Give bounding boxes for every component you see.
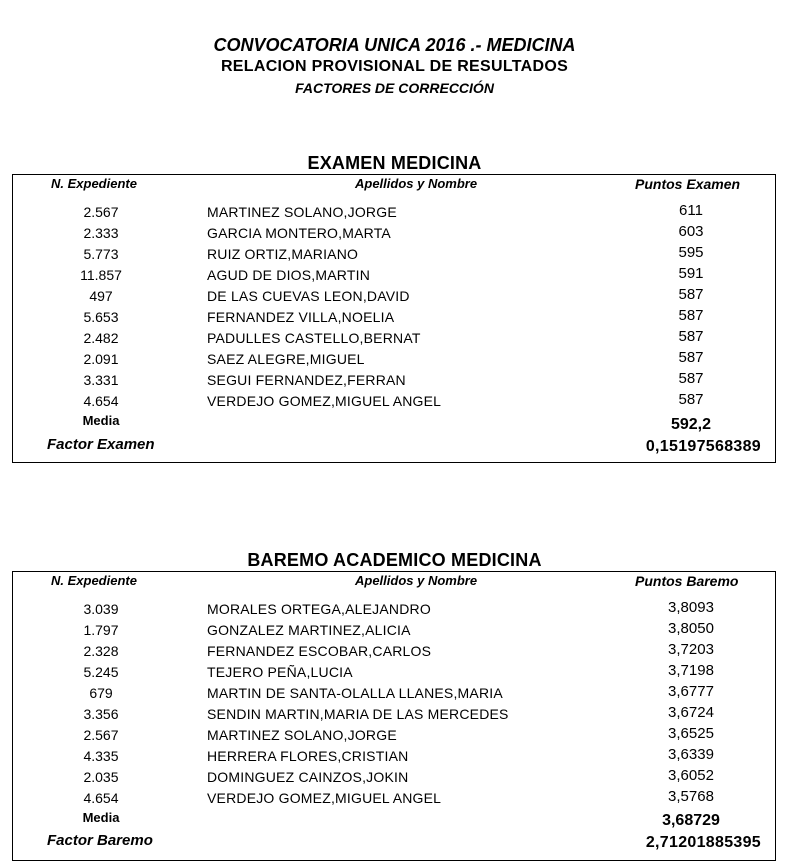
expediente-cell: 5.245 bbox=[83, 664, 119, 680]
puntos-cell: 3,6052 bbox=[668, 767, 714, 784]
examen-media-label: Media bbox=[82, 413, 120, 428]
expediente-cell: 5.653 bbox=[83, 309, 119, 325]
document-subtitle-corrections: FACTORES DE CORRECCIÓN bbox=[295, 80, 494, 96]
puntos-cell: 3,8093 bbox=[668, 599, 714, 616]
examen-col-puntos: Puntos Examen bbox=[635, 176, 741, 192]
nombre-cell: MORALES ORTEGA,ALEJANDRO bbox=[207, 601, 431, 617]
table-row bbox=[13, 202, 775, 223]
expediente-cell: 2.091 bbox=[83, 351, 119, 367]
puntos-cell: 3,8050 bbox=[668, 620, 714, 637]
puntos-cell: 611 bbox=[679, 202, 703, 219]
expediente-cell: 2.482 bbox=[83, 330, 119, 346]
puntos-cell: 3,7198 bbox=[668, 662, 714, 679]
expediente-cell: 11.857 bbox=[80, 267, 122, 283]
examen-factor-label: Factor Examen bbox=[47, 436, 155, 453]
puntos-cell: 587 bbox=[678, 307, 704, 324]
table-row bbox=[13, 286, 775, 307]
table-row bbox=[13, 599, 775, 620]
expediente-cell: 3.039 bbox=[83, 601, 119, 617]
expediente-cell: 2.567 bbox=[83, 204, 119, 220]
expediente-cell: 2.035 bbox=[83, 769, 119, 785]
examen-factor-value: 0,15197568389 bbox=[645, 438, 761, 455]
table-row bbox=[13, 683, 775, 704]
nombre-cell: PADULLES CASTELLO,BERNAT bbox=[207, 330, 421, 346]
baremo-col-nombre: Apellidos y Nombre bbox=[355, 573, 478, 588]
expediente-cell: 1.797 bbox=[83, 622, 119, 638]
document-title: CONVOCATORIA UNICA 2016 .- MEDICINA bbox=[213, 35, 576, 55]
puntos-cell: 3,6339 bbox=[668, 746, 714, 763]
puntos-cell: 3,6724 bbox=[668, 704, 714, 721]
nombre-cell: DE LAS CUEVAS LEON,DAVID bbox=[207, 288, 410, 304]
table-row bbox=[13, 391, 775, 412]
examen-col-expediente: N. Expediente bbox=[51, 176, 137, 191]
puntos-cell: 587 bbox=[678, 349, 704, 366]
table-row bbox=[13, 620, 775, 641]
table-row bbox=[13, 307, 775, 328]
puntos-cell: 591 bbox=[678, 265, 704, 282]
puntos-cell: 603 bbox=[678, 223, 704, 240]
baremo-factor-label: Factor Baremo bbox=[47, 832, 153, 849]
examen-section-title: EXAMEN MEDICINA bbox=[307, 153, 482, 173]
nombre-cell: FERNANDEZ VILLA,NOELIA bbox=[207, 309, 395, 325]
expediente-cell: 679 bbox=[89, 685, 113, 701]
puntos-cell: 587 bbox=[678, 286, 704, 303]
document-subtitle: RELACION PROVISIONAL DE RESULTADOS bbox=[220, 58, 569, 75]
expediente-cell: 2.328 bbox=[83, 643, 119, 659]
table-row bbox=[13, 788, 775, 809]
nombre-cell: GARCIA MONTERO,MARTA bbox=[207, 225, 391, 241]
examen-table bbox=[12, 174, 776, 463]
nombre-cell: SEGUI FERNANDEZ,FERRAN bbox=[207, 372, 406, 388]
nombre-cell: HERRERA FLORES,CRISTIAN bbox=[207, 748, 409, 764]
puntos-cell: 587 bbox=[678, 328, 704, 345]
table-row bbox=[13, 265, 775, 286]
table-row bbox=[13, 704, 775, 725]
baremo-section-title: BAREMO ACADEMICO MEDICINA bbox=[247, 550, 542, 570]
table-row bbox=[13, 244, 775, 265]
puntos-cell: 587 bbox=[678, 370, 704, 387]
table-row bbox=[13, 223, 775, 244]
puntos-cell: 3,5768 bbox=[668, 788, 714, 805]
puntos-cell: 595 bbox=[678, 244, 704, 261]
examen-media-value: 592,2 bbox=[670, 416, 712, 433]
baremo-table bbox=[12, 571, 776, 861]
nombre-cell: MARTINEZ SOLANO,JORGE bbox=[207, 727, 397, 743]
expediente-cell: 4.654 bbox=[83, 393, 119, 409]
nombre-cell: MARTIN DE SANTA-OLALLA LLANES,MARIA bbox=[207, 685, 503, 701]
nombre-cell: VERDEJO GOMEZ,MIGUEL ANGEL bbox=[207, 790, 442, 806]
baremo-media-value: 3,68729 bbox=[662, 812, 720, 829]
nombre-cell: GONZALEZ MARTINEZ,ALICIA bbox=[207, 622, 411, 638]
nombre-cell: VERDEJO GOMEZ,MIGUEL ANGEL bbox=[207, 393, 442, 409]
table-row bbox=[13, 662, 775, 683]
nombre-cell: RUIZ ORTIZ,MARIANO bbox=[207, 246, 359, 262]
table-row bbox=[13, 370, 775, 391]
nombre-cell: SENDIN MARTIN,MARIA DE LAS MERCEDES bbox=[207, 706, 509, 722]
nombre-cell: DOMINGUEZ CAINZOS,JOKIN bbox=[207, 769, 409, 785]
nombre-cell: SAEZ ALEGRE,MIGUEL bbox=[207, 351, 365, 367]
expediente-cell: 3.331 bbox=[83, 372, 119, 388]
table-row bbox=[13, 641, 775, 662]
expediente-cell: 5.773 bbox=[83, 246, 119, 262]
baremo-col-expediente: N. Expediente bbox=[51, 573, 137, 588]
nombre-cell: TEJERO PEÑA,LUCIA bbox=[207, 664, 353, 680]
expediente-cell: 4.335 bbox=[83, 748, 119, 764]
nombre-cell: AGUD DE DIOS,MARTIN bbox=[207, 267, 371, 283]
expediente-cell: 2.567 bbox=[83, 727, 119, 743]
expediente-cell: 2.333 bbox=[83, 225, 119, 241]
table-row bbox=[13, 328, 775, 349]
expediente-cell: 4.654 bbox=[83, 790, 119, 806]
baremo-col-puntos: Puntos Baremo bbox=[635, 573, 739, 589]
table-row bbox=[13, 767, 775, 788]
expediente-cell: 3.356 bbox=[83, 706, 119, 722]
puntos-cell: 3,7203 bbox=[668, 641, 714, 658]
puntos-cell: 3,6777 bbox=[668, 683, 714, 700]
table-row bbox=[13, 746, 775, 767]
table-row bbox=[13, 349, 775, 370]
baremo-media-label: Media bbox=[82, 810, 120, 825]
puntos-cell: 3,6525 bbox=[668, 725, 714, 742]
puntos-cell: 587 bbox=[678, 391, 704, 408]
baremo-factor-value: 2,71201885395 bbox=[645, 834, 761, 851]
table-row bbox=[13, 725, 775, 746]
nombre-cell: FERNANDEZ ESCOBAR,CARLOS bbox=[207, 643, 432, 659]
nombre-cell: MARTINEZ SOLANO,JORGE bbox=[207, 204, 397, 220]
expediente-cell: 497 bbox=[89, 288, 113, 304]
examen-col-nombre: Apellidos y Nombre bbox=[355, 176, 478, 191]
